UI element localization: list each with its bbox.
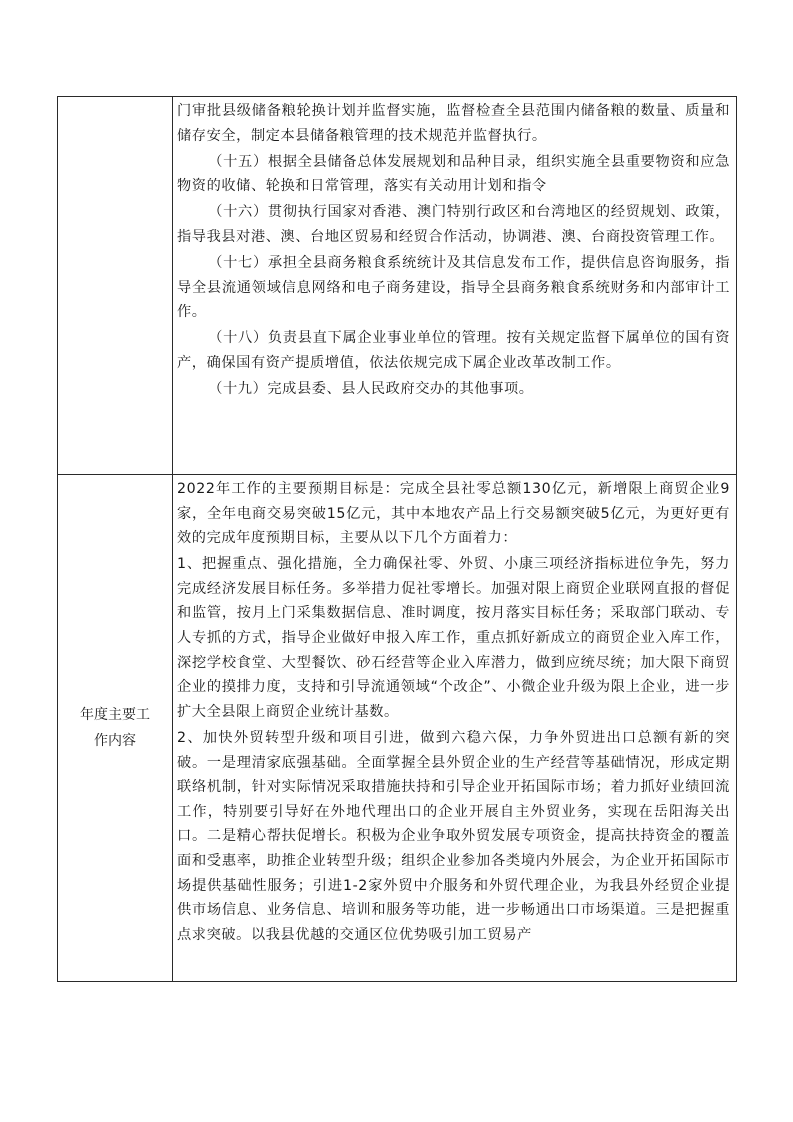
paragraph: 1、把握重点、强化措施，全力确保社零、外贸、小康三项经济指标进位争先，努力完成经济发展目标任务。多举措力促社零增长。加强对限上商贸企业联网直报的督促和监管，按月上门采集数据信息、准时调度，按月落实目标任务；采取部门联动、专人专抓的方式，指导企业做好申报入库工作，重点抓好新成立的商贸企业入库工作，深挖学校食堂、大型餐饮、砂石经营等企业入库潜力，做到应统尽统；加大限下商贸企业的摸排力度，支持和引导流通领域“个改企”、小微企业升级为限上企业，进一步扩大全县限上商贸企业统计基数。 [177,556,730,720]
paragraph: （十五）根据全县储备总体发展规划和品种目录，组织实施全县重要物资和应急物资的收储、轮换和日常管理，落实有关动用计划和指令 [177,153,730,195]
table-row-responsibilities [58,97,737,475]
responsibilities-content [173,97,737,475]
row-label-cell [58,475,173,982]
annual-work-content [173,475,737,982]
row-label-cell [58,97,173,475]
paragraph: 2022年工作的主要预期目标是：完成全县社零总额130亿元，新增限上商贸企业9家，全年电商交易突破15亿元，其中本地农产品上行交易额突破5亿元，为更好更有效的完成年度预期目标，主要从以下几个方面着力： [177,481,730,547]
paragraph: （十六）贯彻执行国家对香港、澳门特别行政区和台湾地区的经贸规划、政策，指导我县对港、澳、台地区贸易和经贸合作活动，协调港、澳、台商投资管理工作。 [177,204,730,245]
paragraph: 门审批县级储备粮轮换计划并监督实施，监督检查全县范围内储备粮的数量、质量和储存安全，制定本县储备粮管理的技术规范并监督执行。 [177,103,730,144]
paragraph: （十七）承担全县商务粮食系统统计及其信息发布工作，提供信息咨询服务，指导全县流通领域信息网络和电子商务建设，指导全县商务粮食系统财务和内部审计工作。 [177,255,730,321]
document-table [57,96,737,982]
table-row-annual-work [58,475,737,982]
paragraph: （十八）负责县直下属企业事业单位的管理。按有关规定监督下属单位的国有资产，确保国有资产提质增值，依法依规完成下属企业改革改制工作。 [177,330,730,371]
paragraph: （十九）完成县委、县人民政府交办的其他事项。 [208,381,534,398]
paragraph: 2、加快外贸转型升级和项目引进，做到六稳六保，力争外贸进出口总额有新的突破。一是理清家底强基础。全面掌握全县外贸企业的生产经营等基础情况，形成定期联络机制，针对实际情况采取措施扶持和引导企业开拓国际市场；着力抓好业绩回流工作，特别要引导好在外地代理出口的企业开展自主外贸业务，实现在岳阳海关出口。二是精心帮扶促增长。积极为企业争取外贸发展专项资金，提高扶持资金的覆盖面和受惠率，助推企业转型升级；组织企业参加各类境内外展会，为企业开拓国际市场提供基础性服务；引进1-2家外贸中介服务和外贸代理企业，为我县外经贸企业提供市场信息、业务信息、培训和服务等功能，进一步畅通出口市场渠道。三是把握重点求突破。以我县优越的交通区位优势吸引加工贸易产 [177,729,730,943]
row-label-annual-work: 年度主要工作内容 [80,707,150,749]
